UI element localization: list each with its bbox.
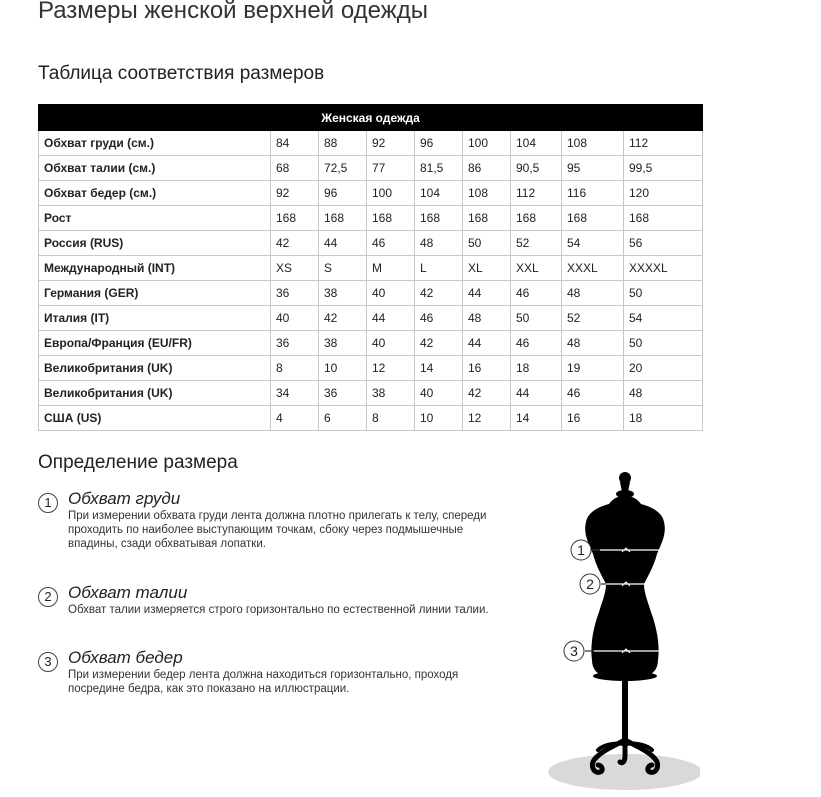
size-cell: 36 — [271, 331, 319, 356]
size-cell: 168 — [319, 206, 367, 231]
size-cell: 168 — [415, 206, 463, 231]
marker-waist-number: 2 — [586, 576, 594, 592]
size-cell: 112 — [624, 131, 703, 156]
row-label: Италия (IT) — [39, 306, 271, 331]
size-cell: 92 — [271, 181, 319, 206]
marker-hips — [564, 641, 584, 661]
size-cell: 10 — [415, 406, 463, 431]
measure-title-bust: Обхват груди — [68, 489, 181, 508]
size-cell: 50 — [624, 281, 703, 306]
size-cell: XS — [271, 256, 319, 281]
size-cell: 168 — [271, 206, 319, 231]
size-cell: 46 — [367, 231, 415, 256]
size-table-row — [39, 306, 703, 331]
size-cell: 95 — [562, 156, 624, 181]
size-cell: 48 — [562, 281, 624, 306]
row-label: Великобритания (UK) — [39, 381, 271, 406]
measure-text-bust — [68, 509, 518, 551]
size-cell: 14 — [511, 406, 562, 431]
size-cell: 36 — [271, 281, 319, 306]
size-cell: 42 — [415, 281, 463, 306]
size-cell: 168 — [367, 206, 415, 231]
size-cell: 112 — [511, 181, 562, 206]
number-1-circle-icon: 1 — [38, 493, 58, 513]
measure-title-hips: Обхват бедер — [68, 648, 183, 667]
size-cell: L — [415, 256, 463, 281]
size-table-row — [39, 331, 703, 356]
size-table-row — [39, 181, 703, 206]
size-cell: 104 — [415, 181, 463, 206]
size-table-body — [39, 131, 703, 431]
size-cell: XXL — [511, 256, 562, 281]
size-cell: 18 — [624, 406, 703, 431]
size-cell: 88 — [319, 131, 367, 156]
row-label: Россия (RUS) — [39, 231, 271, 256]
size-cell: 48 — [415, 231, 463, 256]
mannequin-pole — [622, 676, 628, 746]
measure-text-line: Обхват талии измеряется строго горизонтально по естественной линии талии. — [68, 604, 489, 616]
number-2-circle-icon: 2 — [38, 587, 58, 607]
size-cell: 18 — [511, 356, 562, 381]
size-cell: 38 — [319, 331, 367, 356]
size-table-row — [39, 231, 703, 256]
size-table-row — [39, 381, 703, 406]
size-cell: 92 — [367, 131, 415, 156]
size-cell: 44 — [367, 306, 415, 331]
size-cell: 44 — [511, 381, 562, 406]
size-cell: 168 — [562, 206, 624, 231]
size-cell: 40 — [367, 331, 415, 356]
size-cell: 48 — [562, 331, 624, 356]
size-cell: 34 — [271, 381, 319, 406]
size-table-row — [39, 131, 703, 156]
marker-hips-number: 3 — [570, 643, 578, 659]
row-label: Международный (INT) — [39, 256, 271, 281]
size-cell: 42 — [463, 381, 511, 406]
size-cell: 96 — [415, 131, 463, 156]
measure-text-line: проходить по наиболее выступающим точкам, сбоку через подмышечные — [68, 524, 464, 536]
measure-text-line: При измерении обхвата груди лента должна плотно прилегать к телу, спереди — [68, 510, 487, 522]
size-cell: 86 — [463, 156, 511, 181]
size-cell: 52 — [562, 306, 624, 331]
size-table-row — [39, 281, 703, 306]
size-cell: 104 — [511, 131, 562, 156]
size-cell: 38 — [319, 281, 367, 306]
size-cell: 100 — [463, 131, 511, 156]
measure-text-waist — [68, 603, 518, 617]
size-cell: 46 — [511, 331, 562, 356]
size-cell: 4 — [271, 406, 319, 431]
size-cell: 40 — [271, 306, 319, 331]
size-table-row — [39, 156, 703, 181]
row-label: Германия (GER) — [39, 281, 271, 306]
size-cell: 120 — [624, 181, 703, 206]
row-label: Рост — [39, 206, 271, 231]
size-cell: XXXXL — [624, 256, 703, 281]
size-cell: 90,5 — [511, 156, 562, 181]
measure-text-line: При измерении бедер лента должна находиться горизонтально, проходя — [68, 669, 459, 681]
size-cell: XXXL — [562, 256, 624, 281]
number-3-circle-icon: 3 — [38, 652, 58, 672]
measure-title-waist: Обхват талии — [68, 583, 188, 602]
size-cell: 44 — [463, 281, 511, 306]
size-cell: 40 — [415, 381, 463, 406]
size-cell: 50 — [511, 306, 562, 331]
size-cell: 168 — [511, 206, 562, 231]
size-cell: 77 — [367, 156, 415, 181]
dress-form-mannequin-icon — [540, 460, 700, 797]
size-cell: 44 — [463, 331, 511, 356]
size-cell: 46 — [415, 306, 463, 331]
size-cell: 42 — [415, 331, 463, 356]
size-cell: 20 — [624, 356, 703, 381]
size-cell: 6 — [319, 406, 367, 431]
row-label: США (US) — [39, 406, 271, 431]
size-cell: 168 — [624, 206, 703, 231]
marker-waist — [580, 574, 600, 594]
size-table — [38, 104, 703, 431]
measure-text-hips — [68, 668, 518, 696]
size-cell: 16 — [562, 406, 624, 431]
size-cell: 72,5 — [319, 156, 367, 181]
marker-bust — [571, 540, 591, 560]
size-cell: 108 — [463, 181, 511, 206]
size-cell: 168 — [463, 206, 511, 231]
size-cell: 81,5 — [415, 156, 463, 181]
size-cell: 84 — [271, 131, 319, 156]
size-definition-title: Определение размера — [38, 452, 238, 473]
size-cell: S — [319, 256, 367, 281]
size-cell: M — [367, 256, 415, 281]
size-cell: 46 — [511, 281, 562, 306]
marker-bust-number: 1 — [577, 542, 585, 558]
size-cell: 10 — [319, 356, 367, 381]
size-table-header: Женская одежда — [39, 105, 703, 131]
measure-text-line: впадины, сзади обхватывая лопатки. — [68, 538, 266, 550]
size-cell: 40 — [367, 281, 415, 306]
measure-text-line: посредине бедра, как это показано на иллюстрации. — [68, 683, 350, 695]
row-label: Обхват талии (см.) — [39, 156, 271, 181]
size-table-row — [39, 406, 703, 431]
row-label: Обхват груди (см.) — [39, 131, 271, 156]
size-cell: 50 — [463, 231, 511, 256]
size-cell: 54 — [624, 306, 703, 331]
size-cell: 14 — [415, 356, 463, 381]
size-cell: 54 — [562, 231, 624, 256]
row-label: Великобритания (UK) — [39, 356, 271, 381]
size-cell: XL — [463, 256, 511, 281]
size-cell: 46 — [562, 381, 624, 406]
size-cell: 68 — [271, 156, 319, 181]
size-cell: 99,5 — [624, 156, 703, 181]
size-cell: 56 — [624, 231, 703, 256]
size-cell: 50 — [624, 331, 703, 356]
size-cell: 44 — [319, 231, 367, 256]
size-cell: 108 — [562, 131, 624, 156]
size-cell: 8 — [367, 406, 415, 431]
size-cell: 19 — [562, 356, 624, 381]
size-cell: 42 — [271, 231, 319, 256]
size-cell: 12 — [367, 356, 415, 381]
size-table-header-row — [39, 105, 703, 131]
size-cell: 12 — [463, 406, 511, 431]
size-cell: 96 — [319, 181, 367, 206]
size-cell: 48 — [624, 381, 703, 406]
size-cell: 42 — [319, 306, 367, 331]
size-table-row — [39, 206, 703, 231]
size-cell: 38 — [367, 381, 415, 406]
size-cell: 48 — [463, 306, 511, 331]
size-cell: 116 — [562, 181, 624, 206]
size-table-row — [39, 256, 703, 281]
size-cell: 36 — [319, 381, 367, 406]
size-cell: 100 — [367, 181, 415, 206]
size-cell: 8 — [271, 356, 319, 381]
size-cell: 16 — [463, 356, 511, 381]
size-table-row — [39, 356, 703, 381]
row-label: Обхват бедер (см.) — [39, 181, 271, 206]
size-table-title: Таблица соответствия размеров — [38, 63, 325, 84]
size-cell: 52 — [511, 231, 562, 256]
row-label: Европа/Франция (EU/FR) — [39, 331, 271, 356]
page-title: Размеры женской верхней одежды — [38, 0, 429, 24]
